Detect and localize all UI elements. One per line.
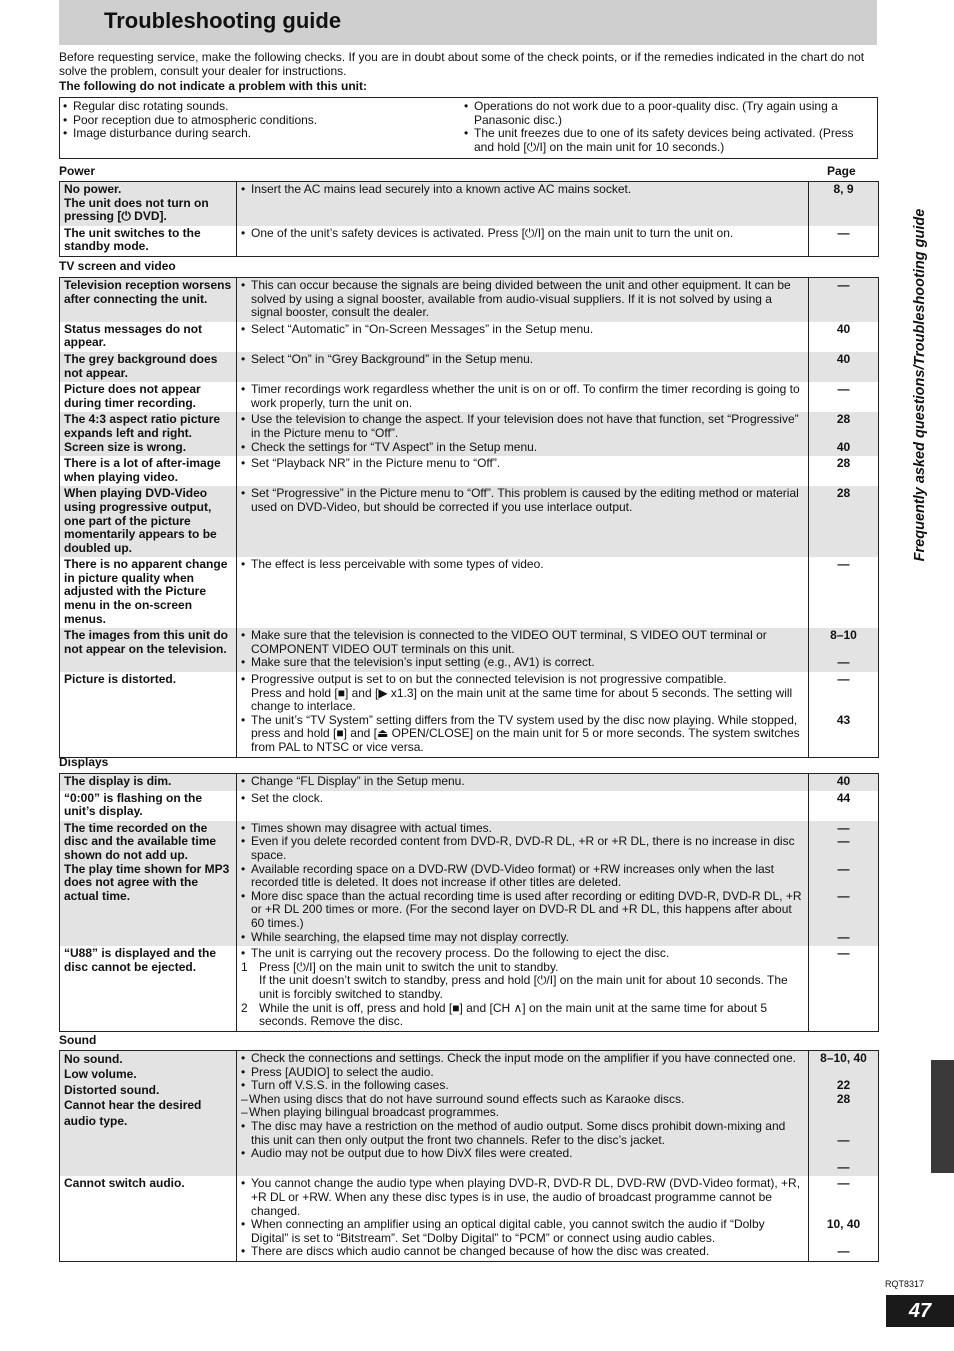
section-heading-sound: Sound xyxy=(59,1033,97,1047)
problem-cell: The 4:3 aspect ratio picture expands left and right. Screen size is wrong. xyxy=(60,412,237,456)
problem-cell: There is a lot of after-image when playing video. xyxy=(64,456,221,484)
problem-cell: No sound. Low volume. Distorted sound. Cannot hear the desired audio type. xyxy=(60,1051,237,1177)
problem-cell: “U88” is displayed and the disc cannot be ejected. xyxy=(64,946,217,974)
step-note: If the unit doesn’t switch to standby, press and hold [⏻/I] on the main unit for about 10 seconds. The unit is forcibly switched to standby. xyxy=(259,973,788,1001)
remedy-cell: • You cannot change the audio type when playing DVD-R, DVD-R DL, DVD-RW (DVD-Video format), +R, +R DL or +RW. When any these disc types is in use, the audio of broadcast programme cannot be changed. • When connecting an amplifier using an optical digital cable, you cannot switch the audio if “Dolby Digital” is set to “Bitstream”. Set “Dolby Digital” to “PCM” or connect using audio cables. • There are discs which audio cannot be changed because of how the disc was created. xyxy=(237,1176,809,1261)
displays-table xyxy=(59,773,879,1032)
list-item: • Regular disc rotating sounds. xyxy=(63,100,453,114)
remedy-cell: • This can occur because the signals are being divided between the unit and other equipment. It can be solved by using a signal booster, available from audio-visual suppliers. If it is not solved by using a signal booster, consult the dealer. xyxy=(237,278,809,322)
remedy-cell: • Times shown may disagree with actual times. • Even if you delete recorded content from DVD-R, DVD-R DL, +R or +R DL, there is no increase in disc space. • Available recording space on a DVD-RW (DVD-Video format) or +RW increases only when the last recorded title is deleted. It does not increase if other titles are deleted. • More disc space than the actual recording time is used after recording or editing DVD-R, DVD-R DL, +R or +R DL 200 times or more. (For the second layer on DVD-R DL and +R DL, this happens after about 60 times.) • While searching, the elapsed time may not display correctly. xyxy=(237,821,809,946)
tv-table xyxy=(59,277,879,758)
page-title: Troubleshooting guide xyxy=(104,8,342,33)
remedy-cell: • Check the connections and settings. Check the input mode on the amplifier if you have connected one. • Press [AUDIO] to select the audio. • Turn off V.S.S. in the following cases. – When using discs that do not have surround sound effects such as Karaoke discs. – When playing bilingual broadcast programmes. • The disc may have a restriction on the method of audio output. Some discs prohibit down-mixing and this unit can then only output the front two channels. Refer to the disc’s jacket. • Audio may not be output due to how DivX files were created. xyxy=(237,1051,809,1177)
remedy-cell: • Insert the AC mains lead securely into a known active AC mains socket. xyxy=(237,182,809,226)
table-row xyxy=(60,456,879,486)
table-row xyxy=(60,352,879,382)
not-problem-right-list xyxy=(464,100,874,154)
section-heading-power: Power xyxy=(59,164,96,178)
problem-cell: Television reception worsens after connecting the unit. xyxy=(60,278,237,322)
remedy-cell: • Set “Playback NR” in the Picture menu to “Off”. xyxy=(237,456,809,486)
remedy-cell: • The effect is less perceivable with some types of video. xyxy=(237,557,809,628)
remedy-cell: • Use the television to change the aspect. If your television does not have that function, set “Progressive” in the Picture menu to “Off”. • Check the settings for “TV Aspect” in the Setup menu. xyxy=(237,412,809,456)
page-cell: — xyxy=(809,946,879,1031)
table-row xyxy=(60,1051,879,1177)
page-cell: — 10, 40 — xyxy=(809,1176,879,1261)
remedy-cell: • Make sure that the television is connected to the VIDEO OUT terminal, S VIDEO OUT terminal or COMPONENT VIDEO OUT terminals on this unit. • Make sure that the television’s input setting (e.g., AV1) is correct. xyxy=(237,628,809,672)
page-number: 47 xyxy=(886,1295,954,1327)
problem-cell: Status messages do not appear. xyxy=(64,321,203,350)
remedy-cell: • Change “FL Display” in the Setup menu. xyxy=(237,774,809,791)
problem-cell: The unit switches to the standby mode. xyxy=(64,225,201,254)
remedy-cell: • Set the clock. xyxy=(237,791,809,821)
table-row xyxy=(60,672,879,757)
table-row xyxy=(60,322,879,352)
page-cell: — xyxy=(809,557,879,628)
list-item: • Image disturbance during search. xyxy=(63,127,453,141)
page-cell: 40 xyxy=(809,774,879,791)
step-item: 1 Press [⏻/I] on the main unit to switch the unit to standby. xyxy=(241,959,559,974)
table-row xyxy=(60,382,879,412)
not-problem-heading: The following do not indicate a problem with this unit: xyxy=(59,79,367,93)
page-cell: 8–10, 40 22 28 — — xyxy=(809,1051,879,1177)
page-cell: — xyxy=(809,278,879,322)
table-row xyxy=(60,182,879,226)
problem-cell: The images from this unit do not appear on the television. xyxy=(60,628,237,672)
title-bar xyxy=(59,0,877,45)
page-cell: 28 40 xyxy=(809,412,879,456)
problem-cell: The time recorded on the disc and the available time shown do not add up. The play time shown for MP3 does not agree with the actual time. xyxy=(60,821,237,946)
not-problem-left-list xyxy=(63,100,453,141)
table-row xyxy=(60,946,879,1031)
page-cell: 28 xyxy=(809,456,879,486)
document-code: RQT8317 xyxy=(885,1279,925,1289)
remedy-cell: • Select “Automatic” in “On-Screen Messages” in the Setup menu. xyxy=(237,322,809,352)
power-table xyxy=(59,181,879,257)
table-row xyxy=(60,628,879,672)
page-cell: 40 xyxy=(809,322,879,352)
problem-cell: There is no apparent change in picture quality when adjusted with the Picture menu in the on-screen menus. xyxy=(64,557,228,626)
problem-cell: “0:00” is flashing on the unit’s display. xyxy=(64,790,203,819)
remedy-cell: • Set “Progressive” in the Picture menu to “Off”. This problem is caused by the editing method or material used on DVD-Video, but should be corrected if you use interlace output. xyxy=(237,486,809,557)
list-item: • Poor reception due to atmospheric conditions. xyxy=(63,114,453,128)
remedy-cell: • One of the unit’s safety devices is activated. Press [⏻/I] on the main unit to turn the unit on. xyxy=(237,226,809,257)
sound-table xyxy=(59,1050,879,1262)
problem-cell: When playing DVD-Video using progressive output, one part of the picture momentarily appears to be doubled up. xyxy=(60,486,237,557)
remedy-cell: • Select “On” in “Grey Background” in the Setup menu. xyxy=(237,352,809,382)
side-section-label: Frequently asked questions/Troubleshooting guide xyxy=(912,208,928,562)
table-row xyxy=(60,774,879,791)
problem-cell: No power. The unit does not turn on pressing [⏻ DVD]. xyxy=(60,182,237,226)
table-row xyxy=(60,557,879,628)
table-row xyxy=(60,821,879,946)
remedy-cell: • Progressive output is set to on but the connected television is not progressive compatible. Press and hold [■] and [▶ x1.3] on the main unit at the same time for about 5 seconds. The setting will change to interlace. • The unit’s “TV System” setting differs from the TV system used by the disc now playing. While stopped, press and hold [■] and [⏏ OPEN/CLOSE] on the main unit for 5 or more seconds. The system switches from PAL to NTSC or vice versa. xyxy=(237,672,809,757)
page-cell: 8–10 — xyxy=(809,628,879,672)
page-cell: — 43 xyxy=(809,672,879,757)
page-cell: 44 xyxy=(809,791,879,821)
page-cell: 28 xyxy=(809,486,879,557)
table-row xyxy=(60,486,879,557)
problem-cell: The display is dim. xyxy=(60,774,237,791)
page-cell: — — — — — xyxy=(809,821,879,946)
remedy-cell: • Timer recordings work regardless whether the unit is on or off. To confirm the timer recording is going to work properly, turn the unit on. xyxy=(237,382,809,412)
section-heading-displays: Displays xyxy=(59,755,109,769)
table-row xyxy=(60,1176,879,1261)
table-row xyxy=(60,412,879,456)
table-row xyxy=(60,278,879,322)
page-cell: — xyxy=(809,226,879,257)
page-cell: 8, 9 xyxy=(809,182,879,226)
problem-cell: The grey background does not appear. xyxy=(60,352,237,382)
problem-cell: Picture does not appear during timer recording. xyxy=(64,382,201,410)
table-row xyxy=(60,226,879,257)
page-cell: — xyxy=(809,382,879,412)
remedy-cell: • The unit is carrying out the recovery process. Do the following to eject the disc. 1 Press [⏻/I] on the main unit to switch the unit to standby. If the unit doesn’t switch to standby, press and hold [⏻/I] on the main unit for about 10 seconds. The unit is forcibly switched to standby. 2 While the unit is off, press and hold [■] and [CH ∧] on the main unit at the same time for about 5 seconds. Remove the disc. xyxy=(237,946,809,1031)
page-cell: 40 xyxy=(809,352,879,382)
table-row xyxy=(60,791,879,821)
step-item: 2 While the unit is off, press and hold [■] and [CH ∧] on the main unit at the same time for about 5 seconds. Remove the disc. xyxy=(241,1000,768,1029)
not-problem-box xyxy=(59,97,878,159)
section-heading-tv: TV screen and video xyxy=(59,259,176,273)
page-column-heading: Page xyxy=(827,164,856,178)
list-item: • Operations do not work due to a poor-quality disc. (Try again using a Panasonic disc.) xyxy=(464,100,874,127)
problem-cell: Cannot switch audio. xyxy=(64,1176,185,1191)
list-item: • The unit freezes due to one of its safety devices being activated. (Press and hold [⏻/I] on the main unit for 10 seconds.) xyxy=(464,127,874,154)
intro-paragraph: Before requesting service, make the following checks. If you are in doubt about some of the check points, or if the remedies indicated in the chart do not solve the problem, consult your dealer for instructions. xyxy=(59,50,865,78)
side-tab-marker xyxy=(931,1060,954,1173)
problem-cell: Picture is distorted. xyxy=(64,672,177,687)
